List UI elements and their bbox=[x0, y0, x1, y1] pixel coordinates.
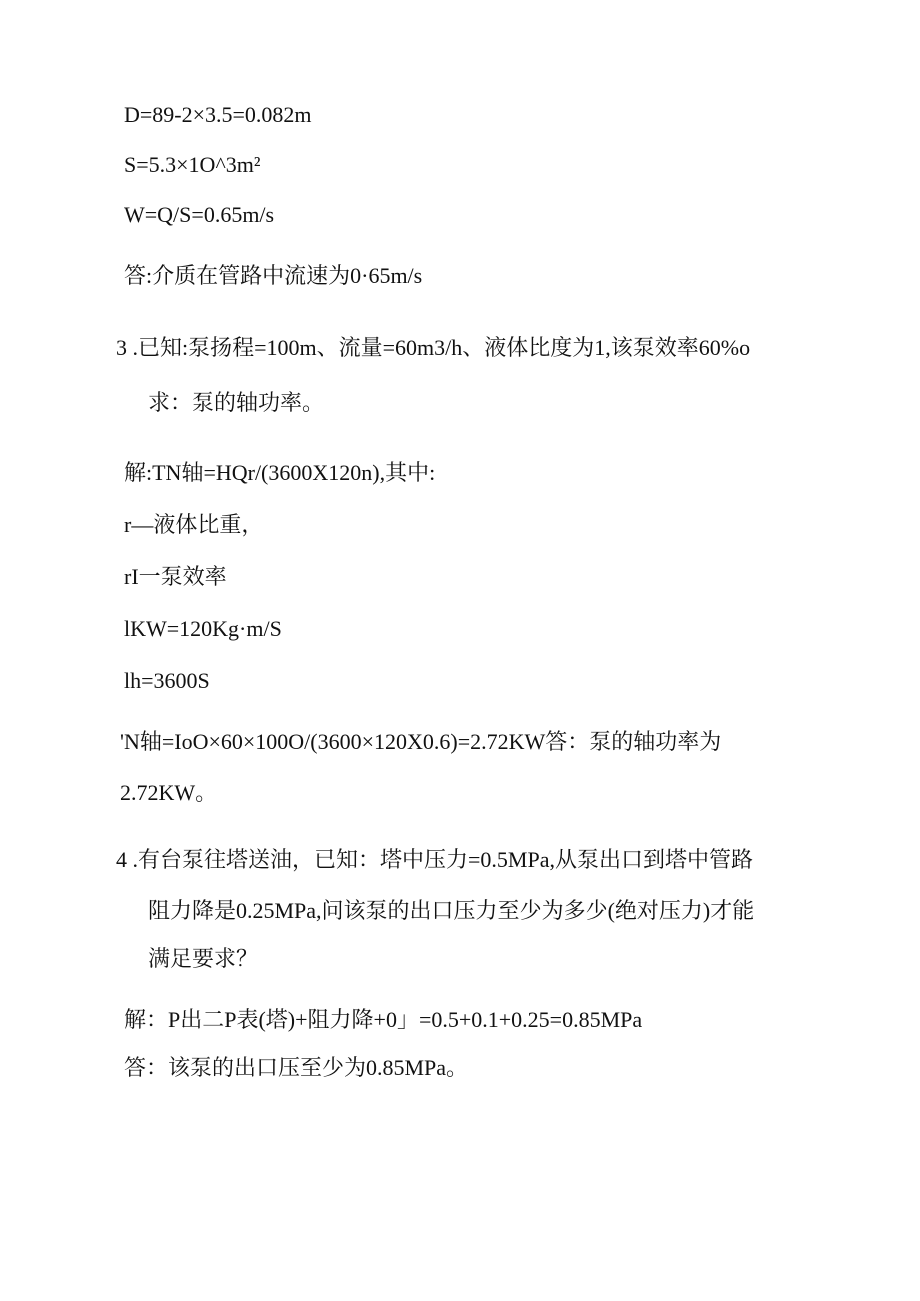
problem-3-statement: 3 .已知:泵扬程=100m、流量=60m3/h、液体比度为1,该泵效率60%o bbox=[116, 335, 751, 360]
definition-r: r—液体比重， bbox=[124, 512, 264, 537]
problem-3-question: 求：泵的轴功率。 bbox=[148, 390, 325, 415]
problem-3-answer-value: 2.72KW。 bbox=[120, 780, 218, 805]
problem-3-solution-formula: 解:TN轴=HQr/(3600X120n),其中: bbox=[124, 460, 436, 485]
definition-efficiency: rI一泵效率 bbox=[124, 564, 227, 589]
problem-4-statement-cont: 阻力降是0.25MPa,问该泵的出口压力至少为多少(绝对压力)才能 bbox=[148, 898, 755, 923]
answer-velocity: 答:介质在管路中流速为0·65m/s bbox=[124, 263, 423, 288]
equation-diameter: D=89-2×3.5=0.082m bbox=[124, 102, 312, 127]
problem-3-calculation: 'N轴=IoO×60×100O/(3600×120X0.6)=2.72KW答：泵的轴功率为 bbox=[120, 729, 722, 754]
problem-4-answer: 答：该泵的出口压至少为0.85MPa。 bbox=[124, 1055, 469, 1080]
problem-4-question: 满足要求？ bbox=[148, 946, 259, 971]
equation-area: S=5.3×1O^3m² bbox=[124, 152, 261, 177]
equation-velocity: W=Q/S=0.65m/s bbox=[124, 202, 275, 227]
problem-4-solution: 解：P出二P表(塔)+阻力降+0」=0.5+0.1+0.25=0.85MPa bbox=[124, 1007, 643, 1032]
definition-hour: lh=3600S bbox=[124, 668, 210, 693]
problem-4-statement: 4 .有台泵往塔送油，已知：塔中压力=0.5MPa,从泵出口到塔中管路 bbox=[116, 847, 753, 872]
definition-kw: lKW=120Kg·m/S bbox=[124, 616, 282, 641]
